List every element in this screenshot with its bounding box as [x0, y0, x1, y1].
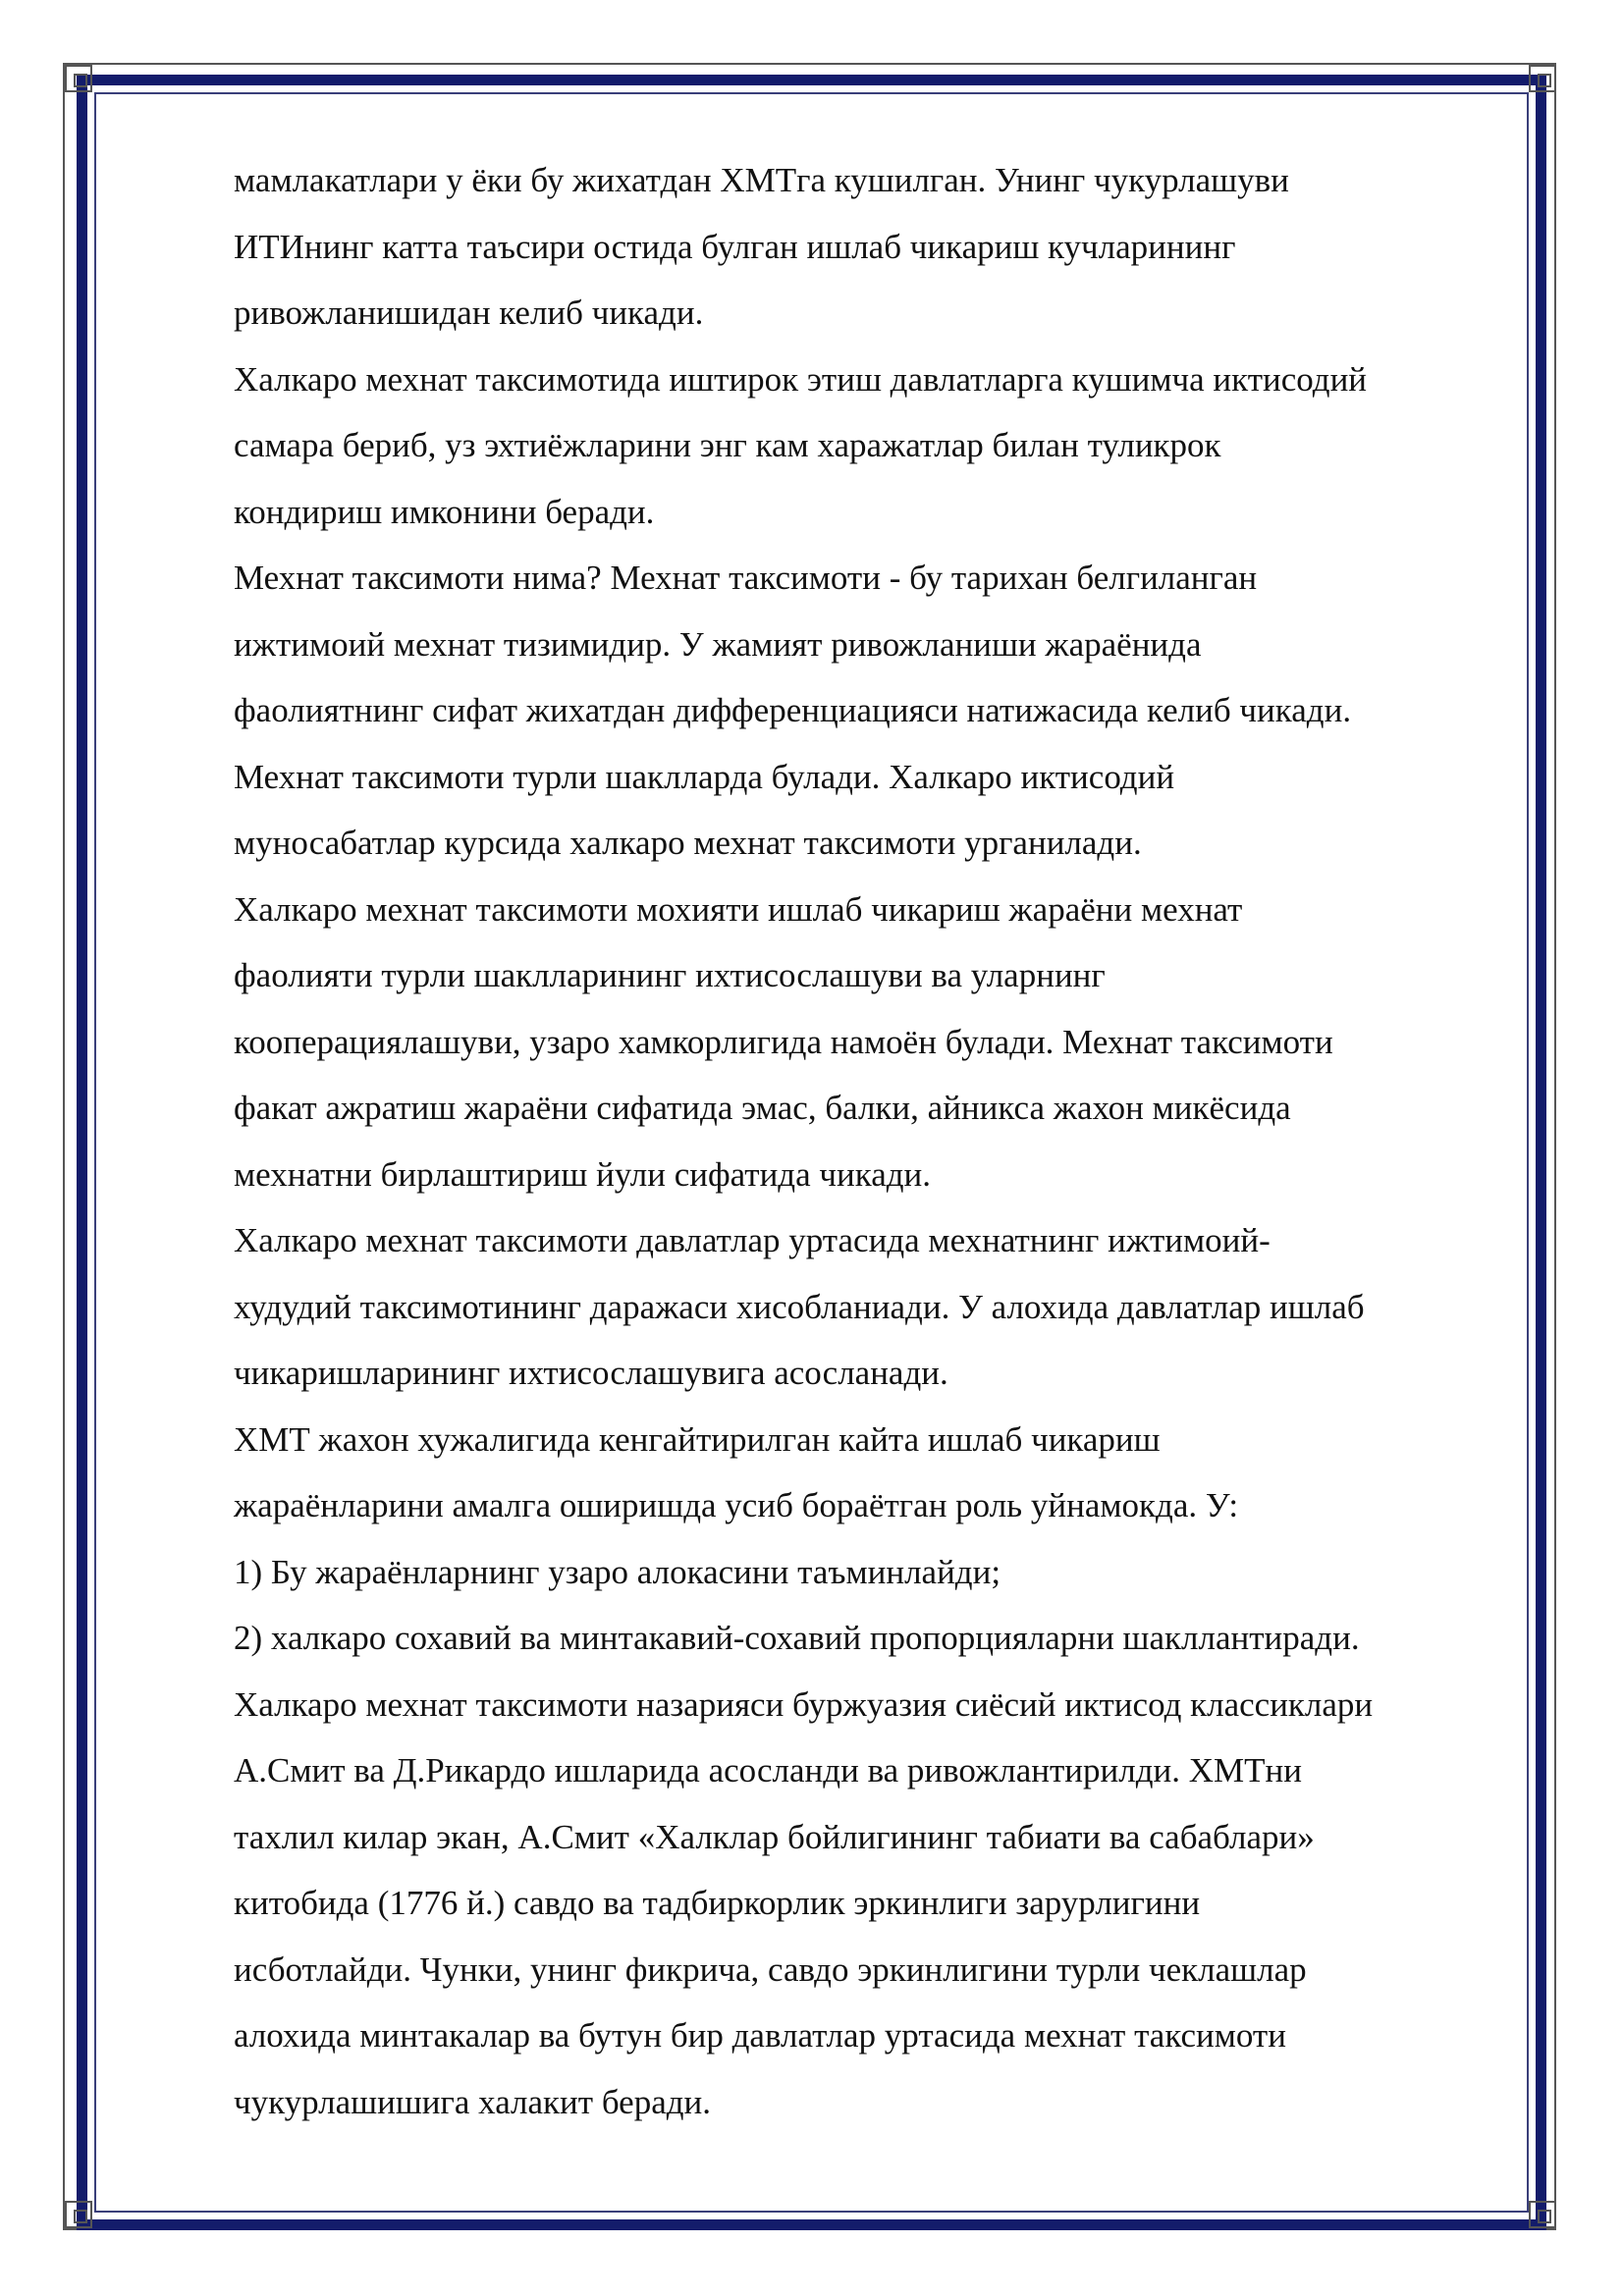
text-line: исботлайди. Чунки, унинг фикрича, савдо эркинлигини турли чеклашлар	[234, 1949, 1307, 1989]
corner-ornament-bottom-left	[65, 2201, 92, 2228]
corner-ornament-top-right	[1529, 65, 1556, 92]
corner-ornament-bottom-right	[1529, 2201, 1556, 2228]
text-line: А.Смит ва Д.Рикардо ишларида асосланди ва ривожлантирилди. ХМТни	[234, 1751, 1302, 1789]
document-body	[234, 147, 1530, 2135]
text-line: Халкаро мехнат таксимотида иштирок этиш давлатларга кушимча иктисодий	[234, 359, 1368, 399]
text-line: Мехнат таксимоти турли шаклларда булади. Халкаро иктисодий	[234, 757, 1175, 796]
text-line: ХМТ жахон хужалигида кенгайтирилган кайта ишлаб чикариш	[234, 1419, 1161, 1459]
text-line: Халкаро мехнат таксимоти давлатлар уртасида мехнатнинг ижтимоий-	[234, 1221, 1271, 1259]
text-line: худудий таксимотининг даражаси хисобланиади. У алохида давлатлар ишлаб	[234, 1287, 1365, 1326]
text-line: факат ажратиш жараёни сифатида эмас, балки, айникса жахон микёсида	[234, 1089, 1291, 1127]
text-line: чикаришларининг ихтисослашувига асосланади.	[234, 1354, 948, 1392]
text-line: самара бериб, уз эхтиёжларини энг кам харажатлар билан туликрок	[234, 426, 1221, 464]
text-line: фаолиятнинг сифат жихатдан дифференциацияси натижасида келиб чикади.	[234, 691, 1352, 729]
text-line: алохида минтакалар ва бутун бир давлатлар уртасида мехнат таксимоти	[234, 2016, 1286, 2055]
text-line: мамлакатлари у ёки бу жихатдан ХМТга кушилган. Унинг чукурлашуви	[234, 161, 1289, 199]
text-line: Мехнат таксимоти нима? Мехнат таксимоти - бу тарихан белгиланган	[234, 559, 1258, 597]
text-line: фаолияти турли шаклларининг ихтисослашуви ва уларнинг	[234, 956, 1106, 994]
text-line: кондириш имконини беради.	[234, 492, 655, 531]
text-line: тахлил килар экан, А.Смит «Халклар бойлигининг табиати ва сабаблари»	[234, 1817, 1315, 1856]
text-line: китобида (1776 й.) савдо ва тадбиркорлик эркинлиги зарурлигини	[234, 1884, 1201, 1922]
text-line: ИТИнинг катта таъсири остида булган ишлаб чикариш кучларининг	[234, 227, 1236, 266]
text-line: жараёнларини амалга оширишда усиб бораётган роль уйнамокда. У:	[234, 1486, 1239, 1524]
text-line: ижтимоий мехнат тизимидир. У жамият ривожланиши жараёнида	[234, 624, 1202, 664]
text-line: кооперациялашуви, узаро хамкорлигида намоён булади. Мехнат таксимоти	[234, 1022, 1333, 1061]
text-line: муносабатлар курсида халкаро мехнат таксимоти урганилади.	[234, 824, 1142, 862]
text-line: мехнатни бирлаштириш йули сифатида чикади.	[234, 1154, 932, 1194]
text-line: 2) халкаро сохавий ва минтакавий-сохавий пропорцияларни шакллантиради.	[234, 1619, 1360, 1657]
corner-ornament-top-left	[65, 65, 92, 92]
text-line: Халкаро мехнат таксимоти назарияси буржуазия сиёсий иктисод классиклари	[234, 1684, 1374, 1724]
text-line: 1) Бу жараёнларнинг узаро алокасини таъминлайди;	[234, 1552, 1001, 1591]
text-line: Халкаро мехнат таксимоти мохияти ишлаб чикариш жараёни мехнат	[234, 889, 1243, 929]
text-line: чукурлашишига халакит беради.	[234, 2082, 712, 2121]
text-line: ривожланишидан келиб чикади.	[234, 294, 704, 332]
